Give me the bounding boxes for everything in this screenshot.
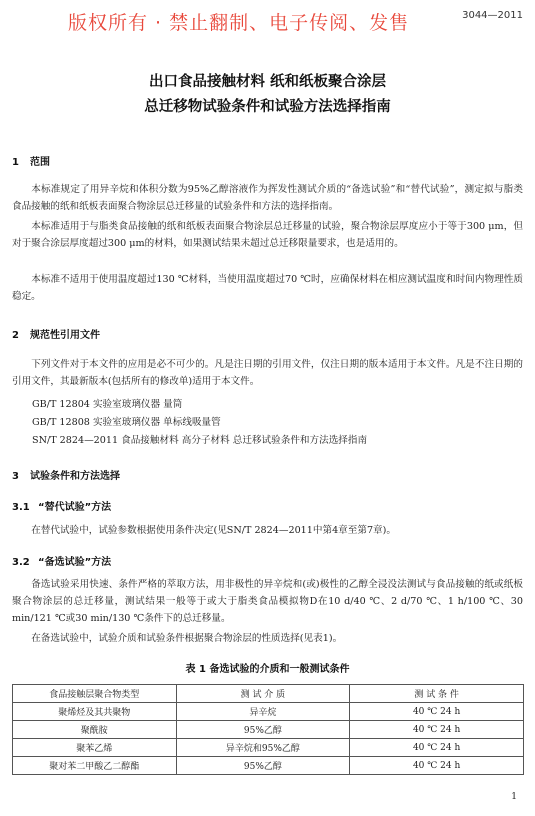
- table-cell: 95%乙醇: [176, 721, 350, 739]
- table-row: [13, 757, 524, 775]
- section-2-heading: [12, 326, 100, 341]
- document-title-line-2: 总迁移物试验条件和试验方法选择指南: [144, 99, 391, 115]
- table-header-cell: 测 试 介 质: [176, 685, 350, 703]
- section-3-2-paragraph-1: 备选试验采用快速、条件严格的萃取方法，用非极性的异辛烷和(或)极性的乙醇全浸没法测试与食品接触的纸或纸板聚合物涂层的总迁移量，测试结果一般等于或大于脂类食品模拟物D在10 d/40 ℃、2 d/70 ℃、1 h/100 ℃、30 min/121 ℃或30 min/130 ℃条件下的总迁移量。: [12, 579, 523, 624]
- section-title: “替代试验”方法: [38, 502, 112, 513]
- table-header-cell: 食品接触层聚合物类型: [13, 685, 177, 703]
- section-2-paragraph-1: 下列文件对于本文件的应用是必不可少的。凡是注日期的引用文件，仅注日期的版本适用于本文件。凡是不注日期的引用文件，其最新版本(包括所有的修改单)适用于本文件。: [12, 359, 523, 387]
- section-number: 2: [12, 330, 19, 341]
- table-header-cell: 测 试 条 件: [350, 685, 524, 703]
- table-cell: 异辛烷和95%乙醇: [176, 739, 350, 757]
- standard-number: 3044—2011: [462, 10, 523, 21]
- table-caption: 表 1 备选试验的介质和一般测试条件: [185, 664, 350, 675]
- table-cell: 聚苯乙烯: [13, 739, 177, 757]
- section-3-heading: [12, 467, 120, 482]
- copyright-watermark: 版权所有 · 禁止翻制、电子传阅、发售: [68, 12, 410, 34]
- normative-reference: SN/T 2824—2011 食品接触材料 高分子材料 总迁移试验条件和方法选择指南: [32, 435, 368, 446]
- section-3-1-heading: [12, 498, 111, 513]
- section-number: 3.2: [12, 557, 30, 568]
- section-3-2-paragraph-2: 在备选试验中，试验介质和试验条件根据聚合物涂层的性质选择(见表1)。: [31, 633, 343, 644]
- table-cell: 40 ℃ 24 h: [350, 721, 524, 739]
- table-cell: 聚烯烃及其共聚物: [13, 703, 177, 721]
- table-row: [13, 703, 524, 721]
- table-cell: 聚酰胺: [13, 721, 177, 739]
- section-1-heading: [12, 153, 50, 168]
- test-conditions-table: [12, 684, 524, 775]
- section-title: “备选试验”方法: [38, 557, 112, 568]
- section-3-1-paragraph-1: 在替代试验中，试验参数根据使用条件决定(见SN/T 2824—2011中第4章至第7章)。: [31, 525, 396, 536]
- table-cell: 聚对苯二甲酸乙二醇酯: [13, 757, 177, 775]
- table-cell: 40 ℃ 24 h: [350, 739, 524, 757]
- section-1-paragraph-2: 本标准适用于与脂类食品接触的纸和纸板表面聚合物涂层总迁移量的试验，聚合物涂层厚度应小于等于300 μm，但对于聚合涂层厚度超过300 μm的材料，如果测试结果未超过总迁移限量要求，也是适用的。: [12, 221, 523, 249]
- section-1-paragraph-3: 本标准不适用于使用温度超过130 ℃材料，当使用温度超过70 ℃时，应确保材料在相应测试温度和时间内物理性质稳定。: [12, 274, 523, 302]
- normative-reference: GB/T 12808 实验室玻璃仪器 单标线吸量管: [32, 417, 221, 428]
- table-cell: 40 ℃ 24 h: [350, 757, 524, 775]
- table-row: [13, 721, 524, 739]
- section-number: 1: [12, 157, 19, 168]
- section-title: 试验条件和方法选择: [30, 471, 120, 482]
- table-header-row: [13, 685, 524, 703]
- section-3-2-heading: [12, 553, 111, 568]
- table-cell: 95%乙醇: [176, 757, 350, 775]
- section-number: 3: [12, 471, 19, 482]
- page-number: 1: [511, 792, 517, 802]
- normative-reference: GB/T 12804 实验室玻璃仪器 量筒: [32, 399, 183, 410]
- section-title: 范围: [30, 157, 50, 168]
- table-cell: 异辛烷: [176, 703, 350, 721]
- table-row: [13, 739, 524, 757]
- section-title: 规范性引用文件: [30, 330, 100, 341]
- section-number: 3.1: [12, 502, 30, 513]
- section-1-paragraph-1: 本标准规定了用异辛烷和体积分数为95%乙醇溶液作为挥发性测试介质的“备选试验”和“替代试验”，测定拟与脂类食品接触的纸和纸板表面聚合物涂层总迁移量的试验条件和方法的选择指南。: [12, 184, 523, 212]
- table-cell: 40 ℃ 24 h: [350, 703, 524, 721]
- document-title-line-1: 出口食品接触材料 纸和纸板聚合涂层: [148, 74, 387, 90]
